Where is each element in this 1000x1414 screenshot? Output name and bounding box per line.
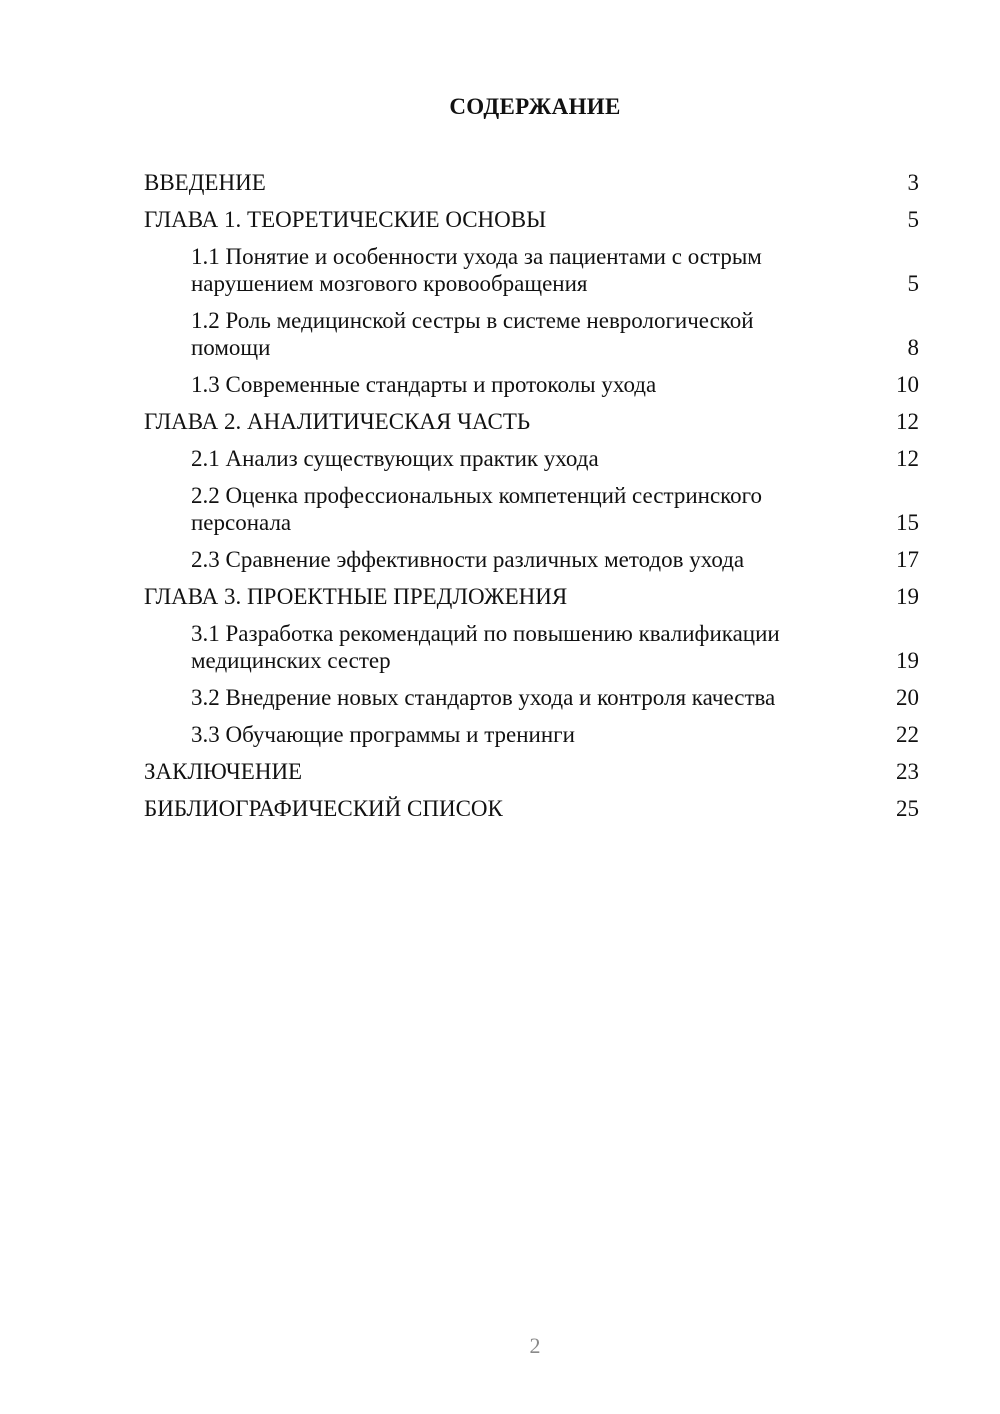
toc-entry-text: 2.1 Анализ существующих практик ухода [191,446,599,471]
toc-entry-section-2-1[interactable] [144,445,919,472]
toc-title: СОДЕРЖАНИЕ [449,94,621,119]
toc-entry-page: 19 [896,584,919,609]
toc-entry-page: 12 [896,446,919,471]
toc-entry-page: 23 [896,759,919,784]
toc-entry-text: ВВЕДЕНИЕ [144,170,266,195]
toc-entry-text: 3.3 Обучающие программы и тренинги [191,722,575,747]
toc-entry-text: 1.1 Понятие и особенности ухода за пациентами с острым нарушением мозгового кровообращения [191,244,762,296]
toc-entry-introduction[interactable] [144,169,919,196]
toc-entry-text: 3.1 Разработка рекомендаций по повышению квалификации медицинских сестер [191,621,780,673]
toc-entry-text: БИБЛИОГРАФИЧЕСКИЙ СПИСОК [144,796,503,821]
toc-entry-section-3-1[interactable] [144,620,919,674]
toc-entry-chapter-2[interactable] [144,408,919,435]
toc-entry-section-1-2[interactable] [144,307,919,361]
toc-entry-text: ГЛАВА 1. ТЕОРЕТИЧЕСКИЕ ОСНОВЫ [144,207,547,232]
toc-entry-section-1-1[interactable] [144,243,919,297]
toc-entry-conclusion[interactable] [144,758,919,785]
toc-entry-section-3-2[interactable] [144,684,919,711]
toc-entry-section-2-3[interactable] [144,546,919,573]
toc-entry-chapter-1[interactable] [144,206,919,233]
toc-entry-chapter-3[interactable] [144,583,919,610]
toc-entry-page: 19 [896,648,919,673]
toc-entry-section-2-2[interactable] [144,482,919,536]
toc-entry-page: 22 [896,722,919,747]
toc-entry-page: 5 [907,207,919,232]
toc-entry-page: 8 [907,335,919,360]
page-number: 2 [529,1333,541,1358]
toc-entry-page: 5 [907,271,919,296]
toc-entry-section-1-3[interactable] [144,371,919,398]
toc-entry-section-3-3[interactable] [144,721,919,748]
toc-entry-page: 12 [896,409,919,434]
toc-entry-text: 1.2 Роль медицинской сестры в системе неврологической помощи [191,308,754,360]
toc-entry-page: 25 [896,796,919,821]
toc-entry-page: 15 [896,510,919,535]
toc-entry-text: ЗАКЛЮЧЕНИЕ [144,759,303,784]
toc-entry-text: 2.2 Оценка профессиональных компетенций сестринского персонала [191,483,763,535]
table-of-contents [144,169,919,832]
toc-entry-text: ГЛАВА 2. АНАЛИТИЧЕСКАЯ ЧАСТЬ [144,409,531,434]
toc-entry-bibliography[interactable] [144,795,919,822]
toc-entry-page: 20 [896,685,919,710]
toc-entry-text: ГЛАВА 3. ПРОЕКТНЫЕ ПРЕДЛОЖЕНИЯ [144,584,568,609]
toc-entry-page: 3 [907,170,919,195]
toc-entry-text: 2.3 Сравнение эффективности различных методов ухода [191,547,745,572]
toc-entry-page: 10 [896,372,919,397]
toc-entry-text: 3.2 Внедрение новых стандартов ухода и контроля качества [191,685,776,710]
toc-entry-text: 1.3 Современные стандарты и протоколы ухода [191,372,657,397]
toc-entry-page: 17 [896,547,919,572]
